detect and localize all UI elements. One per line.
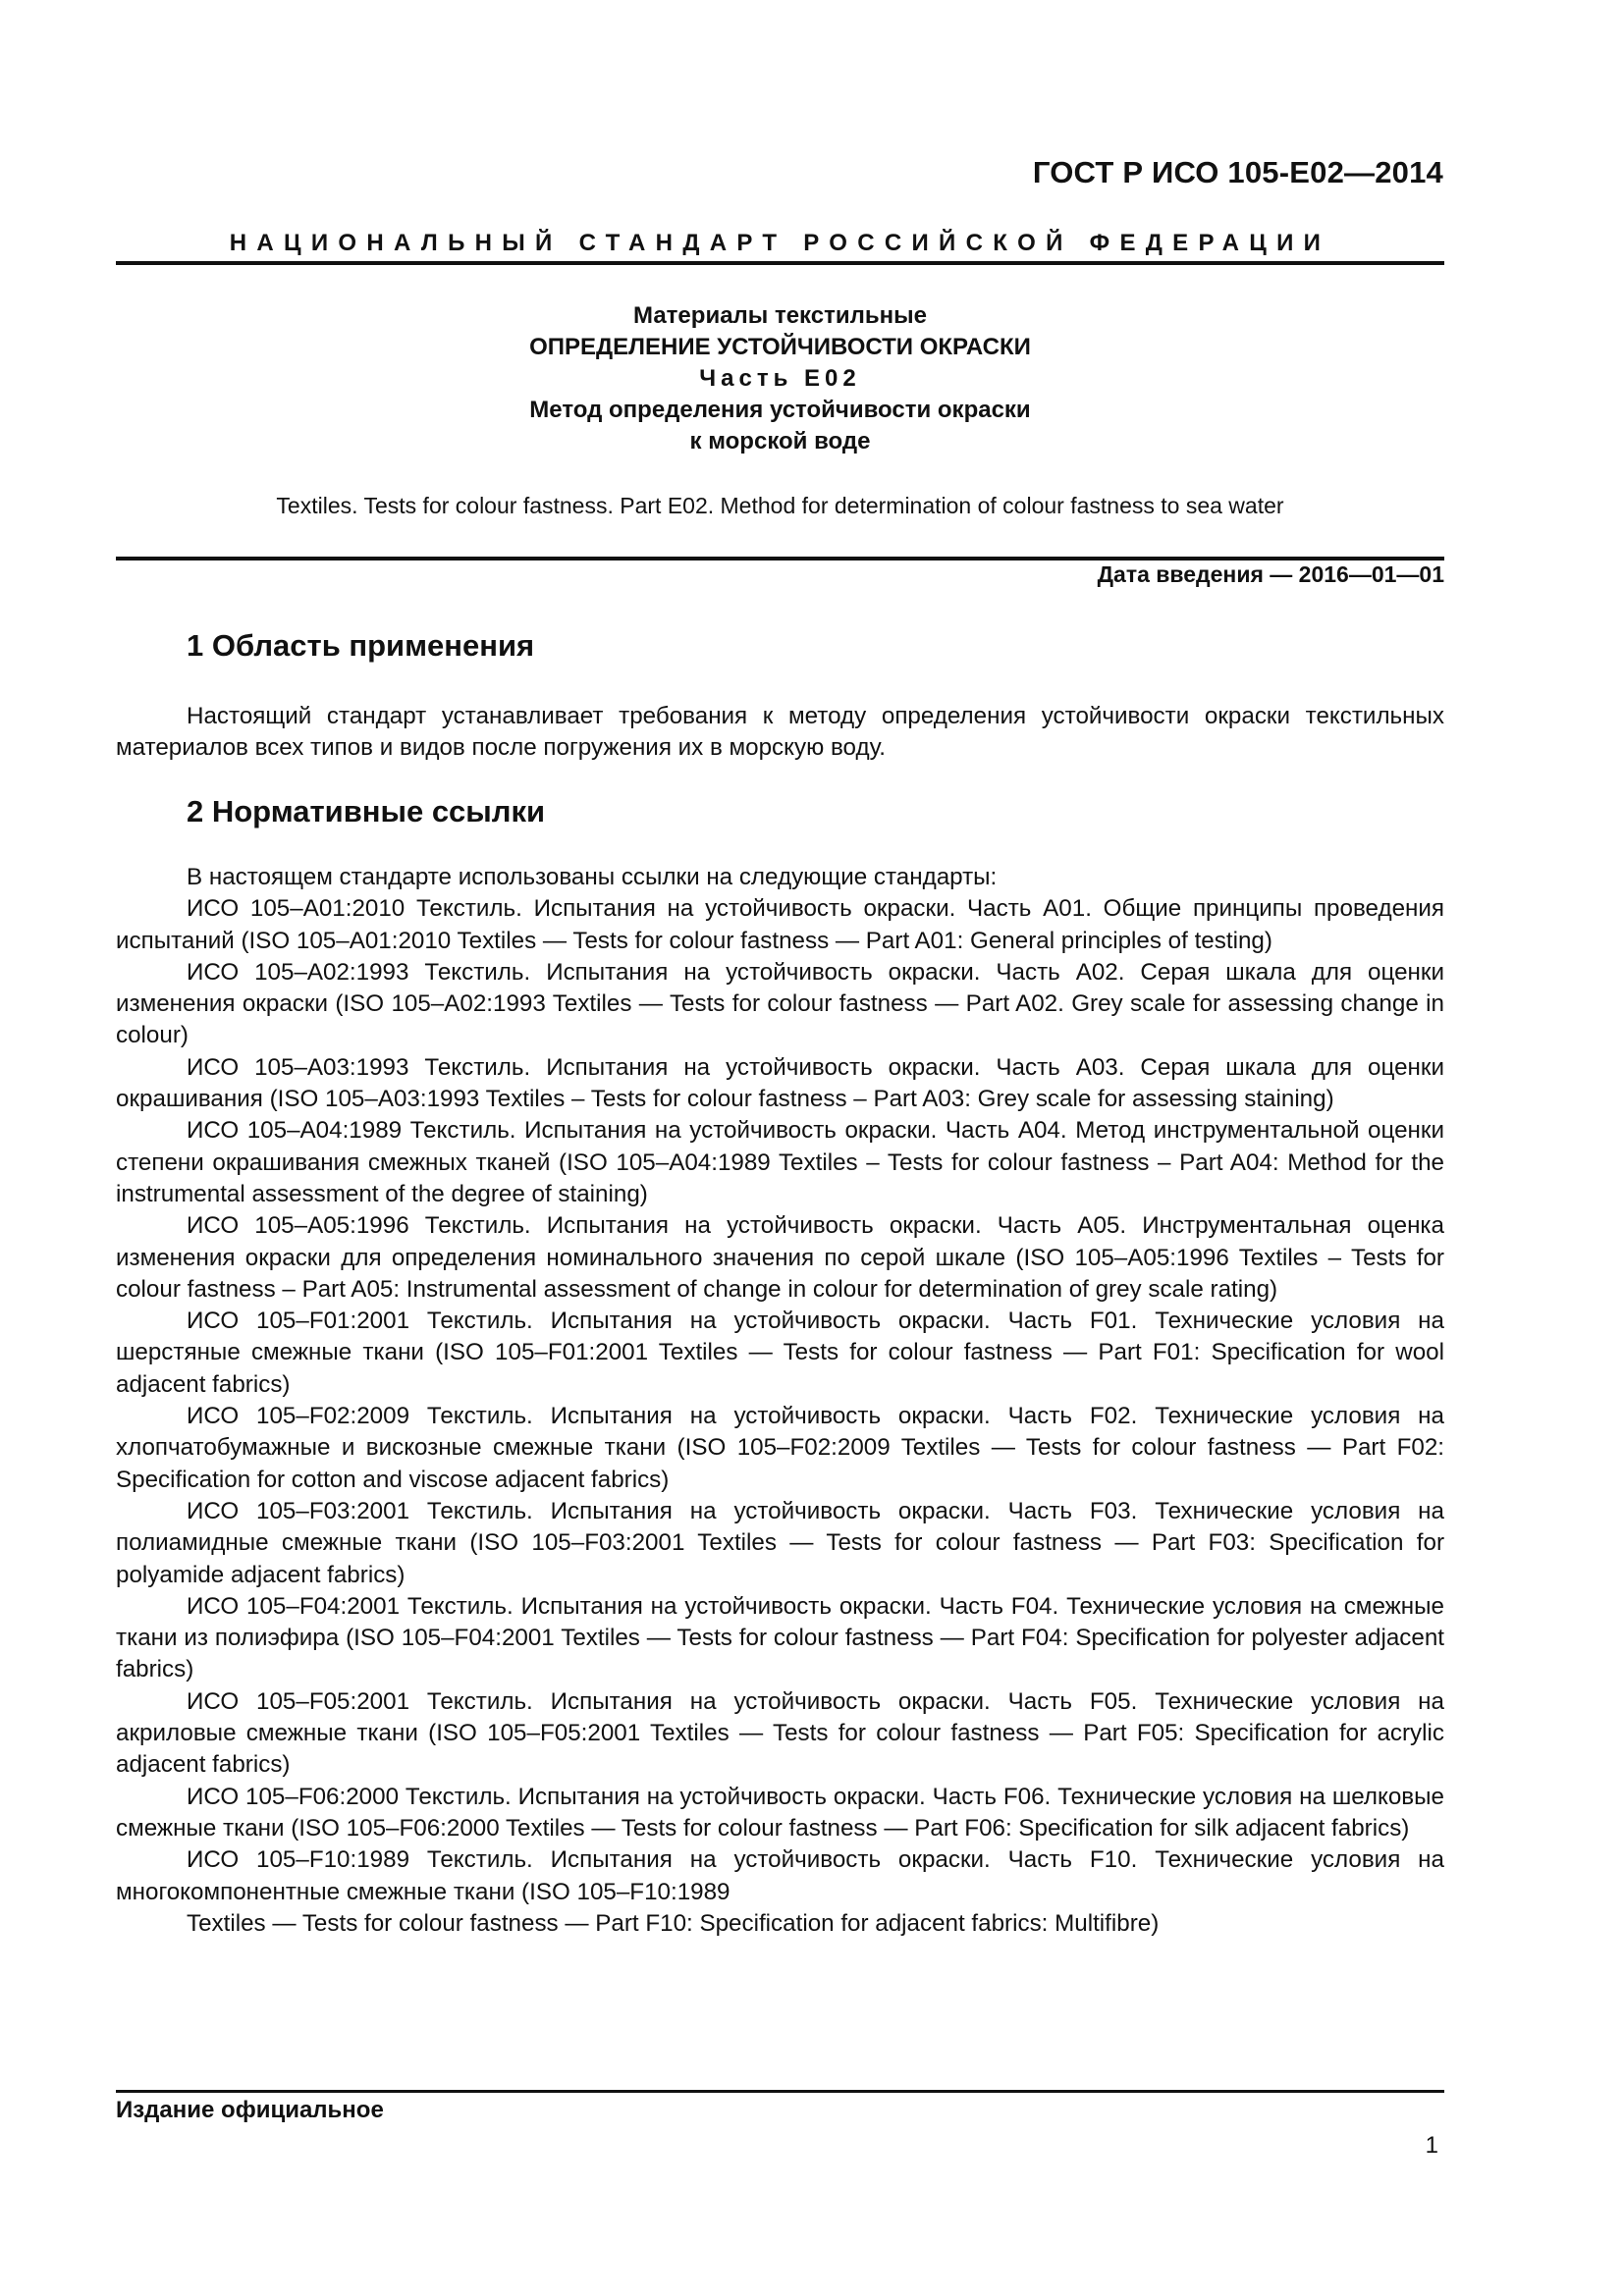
official-edition-label: Издание официальное <box>116 2097 384 2123</box>
title-line-4: Метод определения устойчивости окраски <box>529 397 1031 423</box>
reference-item: ИСО 105–F03:2001 Текстиль. Испытания на устойчивость окраски. Часть F03. Технические условия на полиамидные смежные ткани (ISO 105–F03:2001 Textiles — Tests for colour fastness — Part F03: Specification for polyamide adjacent fabrics) <box>116 1497 1444 1588</box>
reference-item: ИСО 105–F06:2000 Текстиль. Испытания на устойчивость окраски. Часть F06. Технические условия на шелковые смежные ткани (ISO 105–F06:2000 Textiles — Tests for colour fastness — Part F06: Specification for silk adjacent fabrics) <box>116 1783 1444 1842</box>
reference-item-continuation: Textiles — Tests for colour fastness — Part F10: Specification for adjacent fabrics: Multifibre) <box>187 1909 1160 1937</box>
reference-item: ИСО 105–А01:2010 Текстиль. Испытания на устойчивость окраски. Часть А01. Общие принципы проведения испытаний (ISO 105–A01:2010 Textiles — Tests for colour fastness — Part A01: General principles of testing) <box>116 895 1444 954</box>
reference-item: ИСО 105–А04:1989 Текстиль. Испытания на устойчивость окраски. Часть А04. Метод инструментальной оценки степени окрашивания смежных тканей (ISO 105–A04:1989 Textiles – Tests for colour fastness – Part A04: Method for the instrumental assessment of the degree of staining) <box>116 1117 1444 1207</box>
section-1-heading: 1 Область применения <box>187 628 535 663</box>
page-number: 1 <box>1425 2132 1438 2159</box>
reference-item: ИСО 105–А03:1993 Текстиль. Испытания на устойчивость окраски. Часть А03. Серая шкала для оценки окрашивания (ISO 105–A03:1993 Textiles – Tests for colour fastness – Part A03: Grey scale for assessing staining) <box>116 1053 1444 1113</box>
standard-code: ГОСТ Р ИСО 105-Е02—2014 <box>1032 155 1443 189</box>
section-1-body <box>116 701 1444 765</box>
national-standard-header: НАЦИОНАЛЬНЫЙ СТАНДАРТ РОССИЙСКОЙ ФЕДЕРАЦИИ <box>229 230 1331 256</box>
reference-item: ИСО 105–F01:2001 Текстиль. Испытания на устойчивость окраски. Часть F01. Технические условия на шерстяные смежные ткани (ISO 105–F01:2001 Textiles — Tests for colour fastness — Part F01: Specification for wool adjacent fabrics) <box>116 1308 1444 1398</box>
introduction-date: Дата введения — 2016—01—01 <box>1097 561 1444 587</box>
english-title: Textiles. Tests for colour fastness. Part E02. Method for determination of colour fastness to sea water <box>276 493 1284 518</box>
title-line-5: к морской воде <box>689 428 871 454</box>
footer-divider <box>116 2090 1444 2093</box>
reference-item: ИСО 105–F04:2001 Текстиль. Испытания на устойчивость окраски. Часть F04. Технические условия на смежные ткани из полиэфира (ISO 105–F04:2001 Textiles — Tests for colour fastness — Part F04: Specification for polyester adjacent fabrics) <box>116 1592 1444 1683</box>
title-line-2: ОПРЕДЕЛЕНИЕ УСТОЙЧИВОСТИ ОКРАСКИ <box>529 334 1031 360</box>
section-2-heading: 2 Нормативные ссылки <box>187 794 546 828</box>
section-2-body <box>116 862 1444 1940</box>
scope-paragraph: Настоящий стандарт устанавливает требования к методу определения устойчивости окраски текстильных материалов всех типов и видов после погружения их в морскую воду. <box>116 703 1444 762</box>
title-block <box>116 300 1444 457</box>
reference-item: ИСО 105–F10:1989 Текстиль. Испытания на устойчивость окраски. Часть F10. Технические условия на многокомпонентные смежные ткани (ISO 105–F10:1989 <box>116 1846 1444 1905</box>
reference-item: ИСО 105–А05:1996 Текстиль. Испытания на устойчивость окраски. Часть А05. Инструментальная оценка изменения окраски для определения номинального значения по серой шкале (ISO 105–A05:1996 Textiles – Tests for colour fastness – Part A05: Instrumental assessment of change in colour for determination of grey scale rating) <box>116 1212 1444 1303</box>
reference-item: ИСО 105–F02:2009 Текстиль. Испытания на устойчивость окраски. Часть F02. Технические условия на хлопчатобумажные и вискозные смежные ткани (ISO 105–F02:2009 Textiles — Tests for colour fastness — Part F02: Specification for cotton and viscose adjacent fabrics) <box>116 1403 1444 1493</box>
title-divider <box>116 557 1444 561</box>
header-divider <box>116 261 1444 265</box>
title-line-3: Часть Е02 <box>699 365 861 392</box>
references-intro: В настоящем стандарте использованы ссылки на следующие стандарты: <box>187 864 998 890</box>
reference-item: ИСО 105–F05:2001 Текстиль. Испытания на устойчивость окраски. Часть F05. Технические условия на акриловые смежные ткани (ISO 105–F05:2001 Textiles — Tests for colour fastness — Part F05: Specification for acrylic adjacent fabrics) <box>116 1687 1444 1779</box>
title-line-1: Материалы текстильные <box>633 302 927 329</box>
reference-item: ИСО 105–А02:1993 Текстиль. Испытания на устойчивость окраски. Часть А02. Серая шкала для оценки изменения окраски (ISO 105–A02:1993 Textiles — Tests for colour fastness — Part A02. Grey scale for assessing change in colour) <box>116 958 1444 1049</box>
